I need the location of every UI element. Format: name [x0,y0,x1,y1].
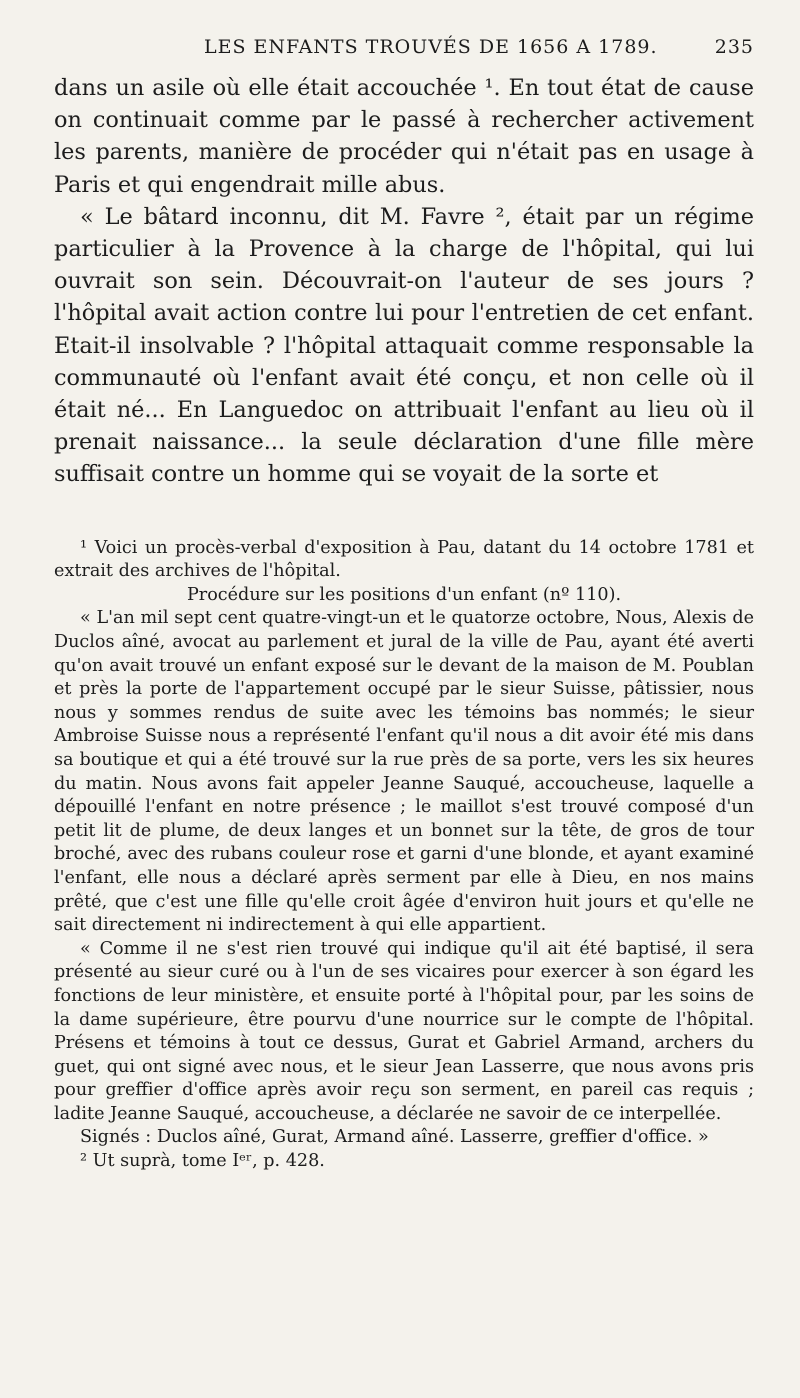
body-paragraph: dans un asile où elle était accouchée ¹. En tout état de cause on continuait comme par le passé à rechercher activement les parents, manière de procéder qui n'était pas en usage à Paris et qui engendrait mille abus. [54,75,754,198]
footnote-1-signatures: Signés : Duclos aîné, Gurat, Armand aîné. Lasserre, greffier d'office. » [80,1127,709,1148]
running-title: LES ENFANTS TROUVÉS DE 1656 A 1789. [204,36,658,58]
footnote-separator [54,491,754,537]
footnote-1-intro: ¹ Voici un procès-verbal d'exposition à Pau, datant du 14 octobre 1781 et extrait des archives de l'hôpital. [54,537,754,582]
main-text [54,72,754,491]
footnote-2: ² Ut suprà, tome Iᵉʳ, p. 428. [80,1151,325,1172]
body-paragraph: « Le bâtard inconnu, dit M. Favre ², était par un régime particulier à la Provence à la charge de l'hôpital, qui lui ouvrait son sein. Découvrait-on l'auteur de ses jours ? l'hôpital avait action contre lui pour l'entretien de cet enfant. Etait-il insolvable ? l'hôpital attaquait comme responsable la communauté où l'enfant avait été conçu, et non celle où il était né... En Languedoc on attribuait l'enfant au lieu où il prenait naissance... la seule déclaration d'une fille mère suffisait contre un homme qui se voyait de la sorte et [54,203,754,488]
page-number: 235 [714,36,754,58]
footnotes [54,537,754,1174]
footnote-1-paragraph: « Comme il ne s'est rien trouvé qui indique qu'il ait été baptisé, il sera présenté au sieur curé ou à l'un de ses vicaires pour exercer à son égard les fonctions de leur ministère, et ensuite porté à l'hôpital pour, par les soins de la dame supérieure, être pourvu d'une nourrice sur le compte de l'hôpital. Présens et témoins à tout ce dessus, Gurat et Gabriel Armand, archers du guet, qui ont signé avec nous, et le sieur Jean Lasserre, que nous avons pris pour greffier d'office après avoir reçu son serment, en pareil cas requis ; ladite Jeanne Sauqué, accoucheuse, a déclarée ne savoir de ce interpellée. [54,938,754,1124]
footnote-1-heading: Procédure sur les positions d'un enfant (nº 110). [186,584,622,605]
running-head [204,36,754,72]
footnote-1-paragraph: « L'an mil sept cent quatre-vingt-un et le quatorze octobre, Nous, Alexis de Duclos aîné, avocat au parlement et jural de la ville de Pau, ayant été averti qu'on avait trouvé un enfant exposé sur le devant de la maison de M. Poublan et près la porte de l'appartement occupé par le sieur Suisse, pâtissier, nous nous y sommes rendus de suite avec les témoins bas nommés; le sieur Ambroise Suisse nous a représenté l'enfant qu'il nous a dit avoir été mis dans sa boutique et qui a été trouvé sur la rue près de sa porte, vers les six heures du matin. Nous avons fait appeler Jeanne Sauqué, accoucheuse, laquelle a dépouillé l'enfant en notre présence ; le maillot s'est trouvé composé d'un petit lit de plume, de deux langes et un bonnet sur la tête, de gros de tour broché, avec des rubans couleur rose et garni d'une blonde, et ayant examiné l'enfant, elle nous a déclaré après serment par elle à Dieu, en nos mains prêté, que c'est une fille qu'elle croit âgée d'environ huit jours et qu'elle ne sait directement ni indirectement à qui elle appartient. [54,608,754,936]
